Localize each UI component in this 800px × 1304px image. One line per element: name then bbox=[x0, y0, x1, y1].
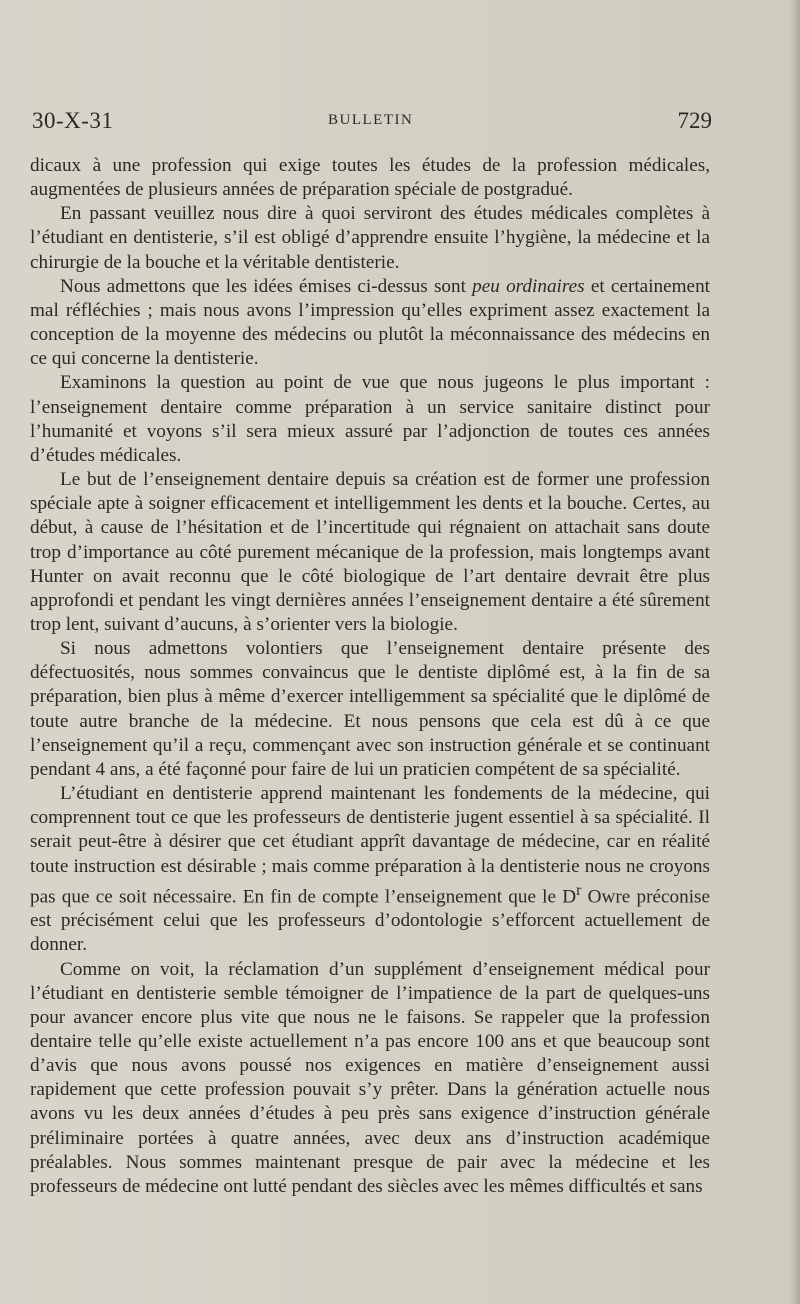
running-header bbox=[32, 108, 712, 138]
page-edge-shadow bbox=[790, 0, 800, 1304]
header-date: 30-X-31 bbox=[32, 108, 114, 133]
paragraph: En passant veuillez nous dire à quoi serviront des études médicales complètes à l’étudiant en dentisterie, s’il est obligé d’apprendre ensuite l’hygiène, la médecine et la chirurgie de la bouche et la véritable dentisterie. bbox=[30, 203, 710, 273]
paragraph-text: Owre préconise est précisément celui que les professeurs d’odontologie s’efforcent actuellement de donner. bbox=[30, 886, 711, 956]
page-number: 729 bbox=[677, 108, 712, 133]
paragraph: Le but de l’enseignement dentaire depuis sa création est de former une profession spéciale apte à soigner efficacement et intelligemment les dents et la bouche. Certes, au début, à cause de l’hésitation et de l’incertitude qui régnaient on attachait sans doute trop d’importance au côté purement mécanique de la profession, mais longtemps avant Hunter on avait reconnu que le côté biologique de l’art dentaire devrait être plus approfondi et pendant les vingt dernières années l’enseignement dentaire a été sûrement trop lent, suivant d’aucuns, à s’orienter vers la biologie. bbox=[30, 469, 710, 635]
paragraph-text: Nous admettons que les idées émises ci-dessus sont bbox=[60, 275, 473, 297]
paragraph: Examinons la question au point de vue que nous jugeons le plus important : l’enseignement dentaire comme préparation à un service sanitaire distinct pour l’humanité et voyons s’il sera mieux assuré par l’adjonction de toutes ces années d’études médicales. bbox=[30, 372, 710, 466]
emphasis-text: peu ordinaires bbox=[472, 275, 585, 297]
paragraph-continued: dicaux à une profession qui exige toutes les études de la profession médicales, augmentées de plusieurs années de préparation spéciale de postgradué. bbox=[30, 155, 710, 201]
paragraph: Comme on voit, la réclamation d’un supplément d’enseignement médical pour l’étudiant en dentisterie semble témoigner de l’impatience de la part de quelques-uns pour avancer encore plus vite que nous ne le faisons. Se rappeler que la profession dentaire telle qu’elle existe actuellement n’a pas encore 100 ans et que beaucoup sont d’avis que nous avons poussé nos exigences en matière d’enseignement aussi rapidement que cette profession pouvait s’y prêter. Dans la génération actuelle nous avons vu les deux années d’études à peu près sans exigence d’instruction générale préliminaire portées à quatre années, avec deux ans d’instruction académique préalables. Nous sommes maintenant presque de pair avec la médecine et les professeurs de médecine ont lutté pendant des siècles avec les mêmes difficultés et sans bbox=[30, 958, 710, 1197]
body-text bbox=[30, 154, 710, 1199]
superscript: r bbox=[576, 881, 582, 899]
paragraph-text: L’étudiant en dentisterie apprend maintenant les fondements de la médecine, qui comprennent tout ce que les professeurs de dentisterie jugent essentiel à sa spécialité. Il serait peut-être à désirer que cet étudiant apprît davantage de médecine, car en réalité toute instruction est désirable ; mais comme préparation à la dentisterie nous ne croyons pas que ce soit nécessaire. En fin de compte l’enseignement que le D bbox=[30, 783, 710, 908]
header-title: BULLETIN bbox=[328, 112, 414, 128]
paragraph bbox=[30, 782, 710, 957]
paragraph-text: et certainement mal réfléchies ; mais nous avons l’impression qu’elles expriment assez exactement la conception de la moyenne des médecins ou plutôt la méconnaissance des médecins en ce qui concerne la dentisterie. bbox=[30, 275, 710, 370]
paragraph bbox=[30, 275, 710, 372]
paragraph: Si nous admettons volontiers que l’enseignement dentaire présente des défectuosités, nous sommes convaincus que le dentiste diplômé est, à la fin de sa préparation, bien plus à même d’exercer intelligemment sa spécialité que le diplômé de toute autre branche de la médecine. Et nous pensons que cela est dû à ce que l’enseignement qu’il a reçu, commençant avec son instruction générale et se continuant pendant 4 ans, a été façonné pour faire de lui un praticien compétent de sa spécialité. bbox=[30, 638, 710, 780]
